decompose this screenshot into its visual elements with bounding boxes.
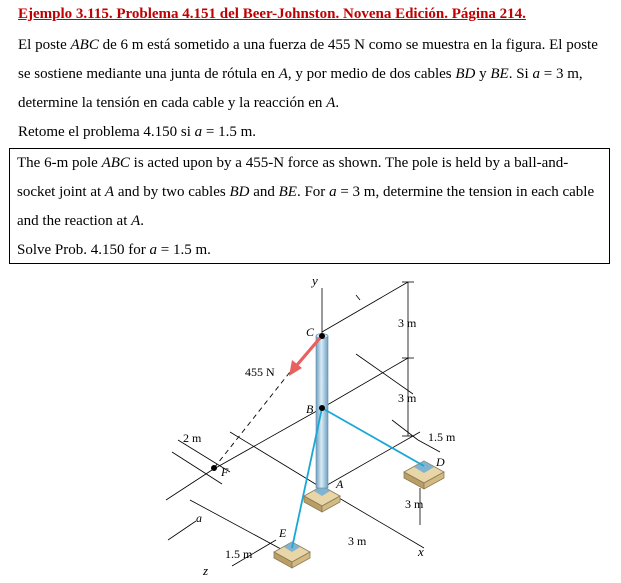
vertical-dimension [402,282,414,436]
pole-figure [140,268,470,580]
english-paragraph-1: The 6-m pole ABC is acted upon by a 455-N force as shown. The pole is held by a ball-and-socket joint at A and by two cables BD and BE. For a = 3 m, determine the tension in each cable and the reaction at A. [17,155,595,229]
label-d: D [436,455,445,469]
dim-3m-bottom-right: 3 m [405,497,424,511]
label-y: y [312,273,318,288]
dim-1-5m-right: 1.5 m [428,430,456,444]
label-x: x [418,544,424,559]
spanish-paragraph-1: El poste ABC de 6 m está sometido a una fuerza de 455 N como se muestra en la figura. El poste se sostiene mediante una junta de rótula en A, y por medio de dos cables BD y BE. Si a = 3 m, determine la tensión en cada cable y la reacción en A. [18,37,598,111]
base-plate-a [304,486,340,512]
english-paragraph-2: Solve Prob. 4.150 for a = 1.5 m. [17,242,211,258]
dim-2m: 2 m [183,431,202,445]
spanish-paragraph-2: Retome el problema 4.150 si a = 1.5 m. [18,124,257,140]
cable-bd [322,408,424,466]
label-b: B [306,402,314,416]
force-label: 455 N [245,365,275,379]
label-z: z [203,563,209,578]
label-c: C [306,325,315,339]
label-e: E [279,526,287,540]
dim-1-5m-bottom: 1.5 m [225,547,253,561]
point-f [211,465,217,471]
point-b [319,405,325,411]
dim-3m-top: 3 m [398,316,417,330]
label-f: F [221,465,229,479]
page-title: Ejemplo 3.115. Problema 4.151 del Beer-Johnston. Novena Edición. Página 214. [18,6,526,22]
spanish-statement [18,31,612,147]
reference-lines [190,282,424,555]
label-a: A [336,477,344,491]
dim-3m-bottom: 3 m [348,534,367,548]
dim-3m-mid: 3 m [398,391,417,405]
force-line-of-action [214,372,290,468]
dim-a: a [196,511,202,525]
english-statement-box [9,148,610,264]
